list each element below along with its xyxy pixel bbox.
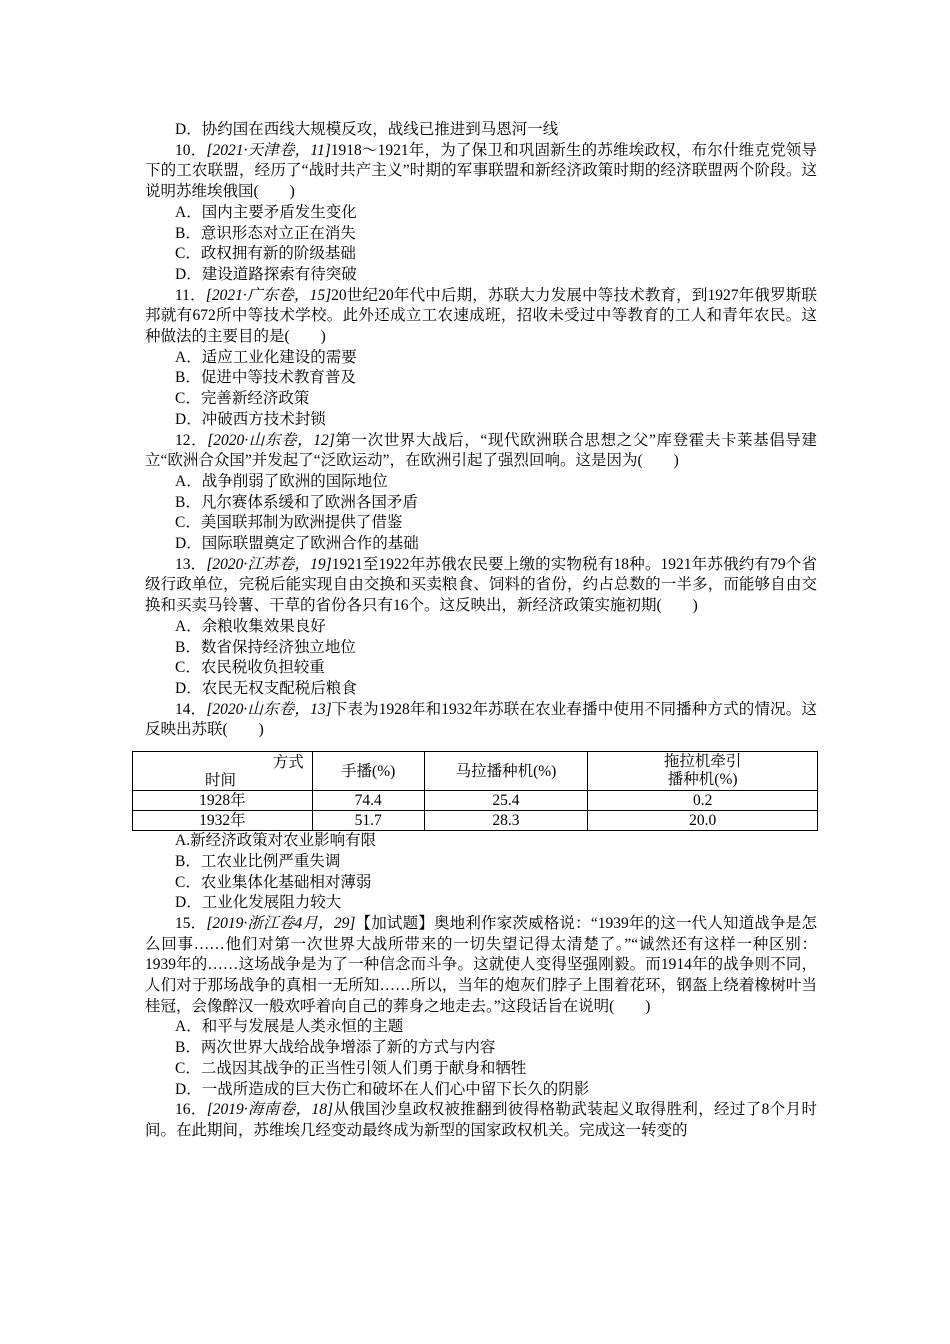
question-number: 10．: [175, 141, 207, 159]
question-number: 14．: [175, 700, 207, 718]
question-10-stem: [145, 141, 817, 203]
table-cell: 51.7: [312, 811, 424, 831]
question-text: 【加试题】奥地利作家茨威格说：“1939年的这一代人知道战争是怎么回事……他们对第一次世界大战所带来的一切失望记得太清楚了。”“诚然还有这样一种区别：1939年的……这场战争是为了一种信念而斗争。这就使人变得坚强刚毅。而1914年的战争则不同，人们对于那场战争的真相一无所知……所以，当年的炮灰们脖子上围着花环，钢盔上绕着橡树叶当桂冠，会像醉汉一般欢呼着向自己的葬身之地走去。”这段话旨在说明( ): [145, 914, 817, 1015]
option-b: B．意识形态对立正在消失: [175, 224, 356, 242]
table-cell: 28.3: [424, 811, 588, 831]
sowing-methods-table: [132, 751, 818, 831]
document-page: [145, 120, 817, 1142]
table-corner-cell: [133, 752, 313, 791]
option-a: A．适应工业化建设的需要: [175, 348, 357, 366]
question-text: 从俄国沙皇政权被推翻到彼得格勒武装起义取得胜利，经过了8个月时间。在此期间，苏维埃几经变动最终成为新型的国家政权机关。完成这一转变的: [145, 1101, 817, 1139]
option-d: D．工业化发展阻力较大: [175, 894, 342, 912]
table-header-cell: 马拉播种机(%): [424, 752, 588, 791]
header-line: 拖拉机牵引: [663, 753, 742, 771]
question-text: 20世纪20年代中后期，苏联大力发展中等技术教育，到1927年俄罗斯联邦就有672所中等技术学校。此外还成立工农速成班，招收未受过中等教育的工人和青年农民。这种做法的主要目的是( ): [145, 286, 817, 346]
table-row: [133, 811, 818, 831]
question-number: 16．: [175, 1101, 207, 1119]
option-a: A．和平与发展是人类永恒的主题: [175, 1018, 404, 1036]
table-cell: 1932年: [133, 811, 313, 831]
option-b: B．数省保持经济独立地位: [175, 638, 356, 656]
table-header-cell: 手播(%): [312, 752, 424, 791]
option-d: D．冲破西方技术封锁: [175, 410, 326, 428]
option-d: D．国际联盟奠定了欧洲合作的基础: [175, 535, 419, 553]
question-13-stem: [145, 555, 817, 617]
option-c: C．二战因其战争的正当性引领人们勇于献身和牺牲: [175, 1059, 527, 1077]
question-text: 1921至1922年苏俄农民要上缴的实物税有18种。1921年苏俄约有79个省级行政单位，完税后能实现自由交换和买卖粮食、饲料的省份，约占总数的一半多，而能够自由交换和买卖马铃薯、干草的省份各只有16个。这反映出，新经济政策实施初期( ): [145, 555, 817, 615]
question-text: 第一次世界大战后，“现代欧洲联合思想之父”库登霍夫卡莱基倡导建立“欧洲合众国”并发起了“泛欧运动”，在欧洲引起了强烈回响。这是因为( ): [145, 431, 817, 470]
question-12-stem: [145, 431, 817, 472]
question-source: [2021·广东卷，15]: [205, 286, 332, 304]
option-a: A．余粮收集效果良好: [175, 617, 326, 635]
option-b: B．促进中等技术教育普及: [175, 369, 356, 387]
option-b: B．凡尔赛体系缓和了欧洲各国矛盾: [175, 493, 418, 511]
table-header-row: [133, 752, 818, 791]
table-header-cell: [588, 752, 818, 791]
question-source: [2021·天津卷，11]: [206, 141, 331, 159]
option-a: A．国内主要矛盾发生变化: [175, 203, 357, 221]
question-text: 1918～1921年，为了保卫和巩固新生的苏维埃政权，布尔什维克党领导下的工农联盟，经历了“战时共产主义”时期的军事联盟和新经济政策时期的经济联盟两个阶段。这说明苏维埃俄国( ): [145, 141, 817, 201]
option-c: C．完善新经济政策: [175, 390, 310, 408]
table-cell: 20.0: [588, 811, 818, 831]
option-a: A.新经济政策对农业影响有限: [175, 832, 377, 850]
option-b: B．两次世界大战给战争增添了新的方式与内容: [175, 1039, 496, 1057]
question-source: [2020·江苏卷，19]: [206, 555, 332, 573]
option-b: B．工农业比例严重失调: [175, 852, 341, 870]
option-c: C．农业集体化基础相对薄弱: [175, 873, 372, 891]
question-number: 11．: [175, 286, 206, 304]
question-number: 12．: [175, 431, 208, 449]
question-14-stem: [145, 700, 817, 741]
option-d: D．一战所造成的巨大伤亡和破坏在人们心中留下长久的阴影: [175, 1080, 590, 1098]
option-a: A．战争削弱了欧洲的国际地位: [175, 472, 388, 490]
table-row: [133, 791, 818, 811]
option-c: C．美国联邦制为欧洲提供了借鉴: [175, 514, 403, 532]
table-cell: 74.4: [312, 791, 424, 811]
header-line: 播种机(%): [667, 771, 738, 789]
corner-label-method: 方式: [272, 754, 304, 772]
question-number: 13．: [175, 555, 207, 573]
table-cell: 25.4: [424, 791, 588, 811]
question-16-stem: [145, 1100, 817, 1141]
question-source: [2019·海南卷，18]: [206, 1101, 333, 1119]
table-cell: 1928年: [133, 791, 313, 811]
question-11-stem: [145, 286, 817, 348]
question-15-stem: [145, 914, 817, 1018]
q9-option-d: D．协约国在西线大规模反攻，战线已推进到马恩河一线: [175, 121, 559, 138]
question-number: 15．: [175, 914, 207, 932]
question-text: 下表为1928年和1932年苏联在农业春播中使用不同播种方式的情况。这反映出苏联( ): [145, 700, 817, 739]
option-c: C．农民税收负担较重: [175, 659, 325, 677]
corner-label-time: 时间: [205, 772, 237, 790]
option-d: D．农民无权支配税后粮食: [175, 679, 357, 697]
table-cell: 0.2: [588, 791, 818, 811]
question-source: [2020·山东卷，13]: [206, 700, 332, 718]
question-source: [2020·山东卷，12]: [207, 431, 335, 449]
question-source: [2019·浙江卷4月，29]: [206, 914, 356, 932]
option-d: D．建设道路探索有待突破: [175, 265, 357, 283]
option-c: C．政权拥有新的阶级基础: [175, 245, 356, 263]
